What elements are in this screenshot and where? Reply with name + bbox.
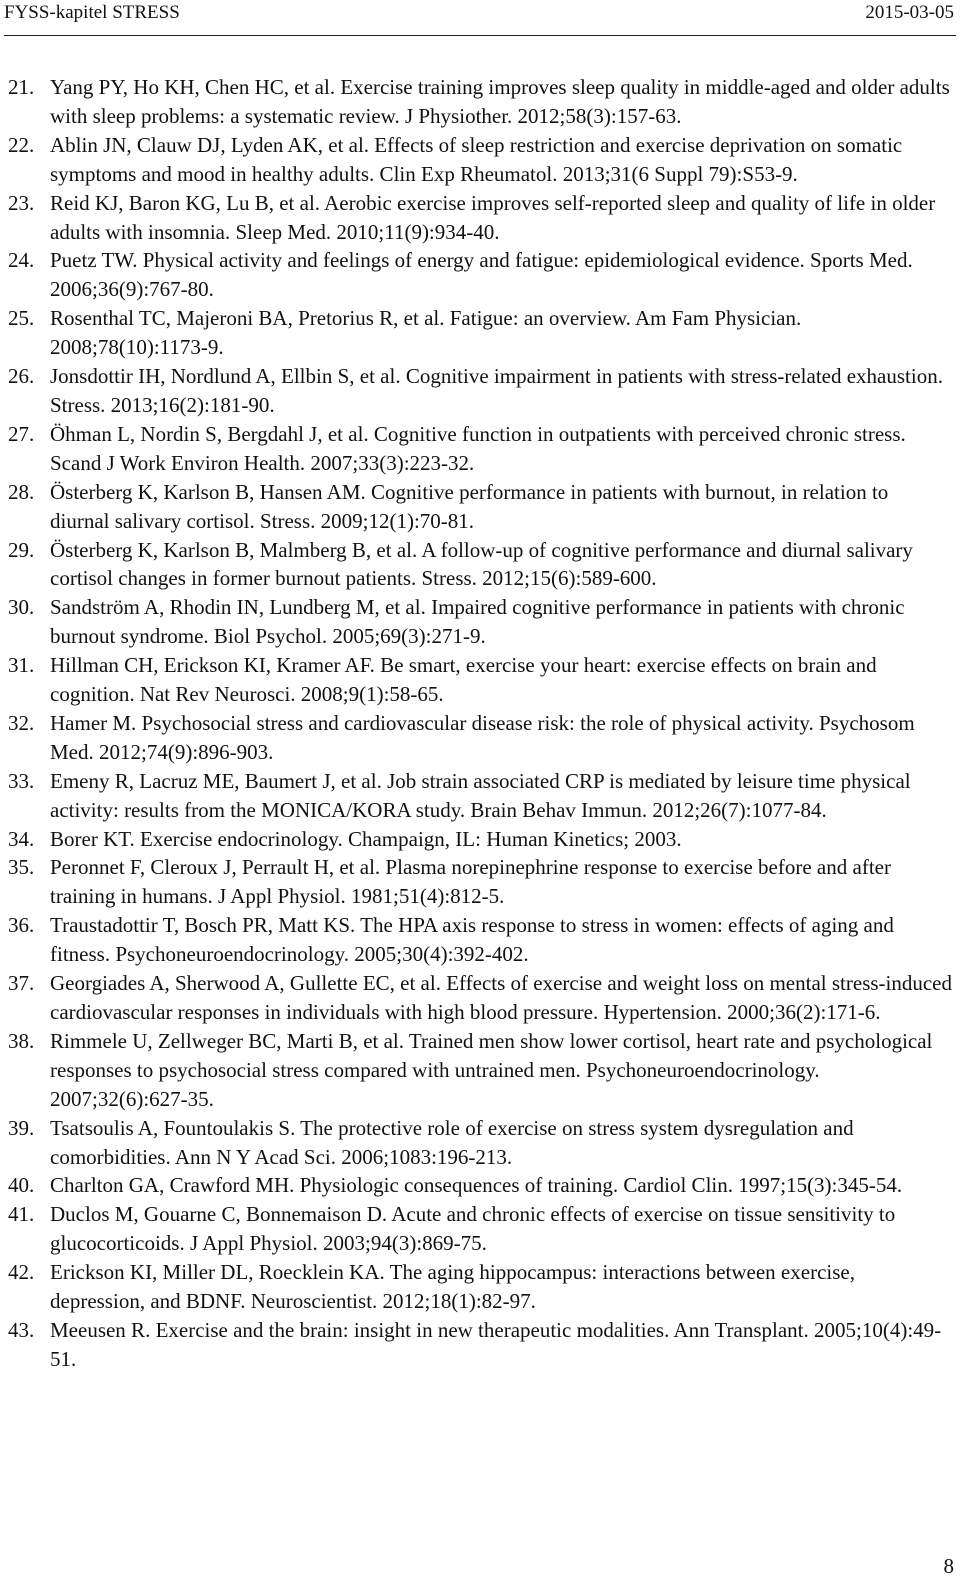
reference-item [8,651,952,709]
reference-number: 24. [8,248,35,273]
header-title: FYSS-kapitel STRESS [4,2,180,23]
reference-number: 40. [8,1173,35,1198]
reference-text: Rosenthal TC, Majeroni BA, Pretorius R, et al. Fatigue: an overview. Am Fam Physician. 2008;78(10):1173-9. [50,306,802,360]
header-date: 2015-03-05 [865,2,954,23]
reference-item [8,536,952,594]
reference-text: Hillman CH, Erickson KI, Kramer AF. Be smart, exercise your heart: exercise effects on brain and cognition. Nat Rev Neurosci. 2008;9(1):58-65. [50,653,877,707]
reference-item [8,478,952,536]
reference-item [8,593,952,651]
reference-item [8,131,952,189]
reference-item [8,73,952,131]
reference-number: 28. [8,479,35,504]
reference-item [8,825,952,854]
reference-number: 31. [8,653,35,678]
reference-text: Hamer M. Psychosocial stress and cardiovascular disease risk: the role of physical activity. Psychosom Med. 2012;74(9):896-903. [50,710,915,764]
page-header [0,0,960,40]
reference-number: 33. [8,768,35,793]
reference-number: 43. [8,1317,35,1342]
reference-number: 21. [8,75,35,99]
reference-number: 22. [8,132,35,157]
reference-number: 23. [8,190,35,215]
reference-number: 42. [8,1260,35,1285]
reference-text: Österberg K, Karlson B, Hansen AM. Cognitive performance in patients with burnout, in relation to diurnal salivary cortisol. Stress. 2009;12(1):70-81. [50,479,889,533]
reference-item [8,709,952,767]
reference-item [8,1114,952,1172]
reference-list [8,73,952,1374]
reference-number: 35. [8,855,35,880]
reference-text: Georgiades A, Sherwood A, Gullette EC, et al. Effects of exercise and weight loss on mental stress-induced cardiovascular responses in individuals with high blood pressure. Hypertension. 2000;36(2):171-6. [50,971,953,1024]
reference-number: 32. [8,710,35,735]
reference-number: 34. [8,826,35,851]
reference-number: 29. [8,537,35,562]
reference-text: Charlton GA, Crawford MH. Physiologic consequences of training. Cardiol Clin. 1997;15(3):345-54. [50,1173,903,1198]
reference-item [8,767,952,825]
reference-item [8,362,952,420]
reference-number: 39. [8,1115,35,1140]
reference-text: Meeusen R. Exercise and the brain: insight in new therapeutic modalities. Ann Transplant. 2005;10(4):49-51. [50,1317,942,1371]
reference-number: 26. [8,364,35,389]
header-divider [4,35,956,36]
reference-item [8,1027,952,1114]
reference-text: Österberg K, Karlson B, Malmberg B, et al. A follow-up of cognitive performance and diurnal salivary cortisol changes in former burnout patients. Stress. 2012;15(6):589-600. [50,537,913,591]
reference-item [8,1258,952,1316]
reference-text: Borer KT. Exercise endocrinology. Champaign, IL: Human Kinetics; 2003. [50,826,682,851]
reference-number: 38. [8,1028,35,1053]
reference-text: Reid KJ, Baron KG, Lu B, et al. Aerobic exercise improves self-reported sleep and quality of life in older adults with insomnia. Sleep Med. 2010;11(9):934-40. [50,190,936,244]
reference-number: 25. [8,306,35,331]
reference-text: Rimmele U, Zellweger BC, Marti B, et al. Trained men show lower cortisol, heart rate and psychological responses to psychosocial stress compared with untrained men. Psychoneuroendocrinology. 2007;32(6):627-35. [50,1028,933,1111]
reference-text: Duclos M, Gouarne C, Bonnemaison D. Acute and chronic effects of exercise on tissue sensitivity to glucocorticoids. J Appl Physiol. 2003;94(3):869-75. [50,1202,896,1256]
reference-number: 36. [8,913,35,938]
reference-text: Peronnet F, Cleroux J, Perrault H, et al. Plasma norepinephrine response to exercise before and after training in humans. J Appl Physiol. 1981;51(4):812-5. [50,855,891,909]
reference-number: 41. [8,1202,35,1227]
reference-text: Yang PY, Ho KH, Chen HC, et al. Exercise training improves sleep quality in middle-aged and older adults with sleep problems: a systematic review. J Physiother. 2012;58(3):157-63. [50,75,950,128]
reference-item [8,1316,952,1374]
reference-number: 27. [8,421,35,446]
reference-item [8,420,952,478]
reference-text: Erickson KI, Miller DL, Roecklein KA. The aging hippocampus: interactions between exercise, depression, and BDNF. Neuroscientist. 2012;18(1):82-97. [50,1260,855,1314]
reference-text: Jonsdottir IH, Nordlund A, Ellbin S, et al. Cognitive impairment in patients with stress-related exhaustion. Stress. 2013;16(2):181-90. [50,364,943,417]
reference-item [8,304,952,362]
reference-number: 37. [8,971,35,996]
reference-text: Traustadottir T, Bosch PR, Matt KS. The HPA axis response to stress in women: effects of aging and fitness. Psychoneuroendocrinology. 2005;30(4):392-402. [50,913,894,967]
reference-item [8,1200,952,1258]
reference-text: Ablin JN, Clauw DJ, Lyden AK, et al. Effects of sleep restriction and exercise deprivation on somatic symptoms and mood in healthy adults. Clin Exp Rheumatol. 2013;31(6 Suppl 79):S53-9. [50,132,903,186]
reference-item [8,189,952,247]
reference-text: Puetz TW. Physical activity and feelings of energy and fatigue: epidemiological evidence. Sports Med. 2006;36(9):767-80. [50,248,913,302]
reference-item [8,969,952,1027]
reference-item [8,246,952,304]
reference-text: Emeny R, Lacruz ME, Baumert J, et al. Job strain associated CRP is mediated by leisure time physical activity: results from the MONICA/KORA study. Brain Behav Immun. 2012;26(7):1077-84. [50,768,911,822]
reference-item [8,1171,952,1200]
reference-text: Öhman L, Nordin S, Bergdahl J, et al. Cognitive function in outpatients with perceived chronic stress. Scand J Work Environ Health. 2007;33(3):223-32. [50,421,906,475]
reference-text: Sandström A, Rhodin IN, Lundberg M, et al. Impaired cognitive performance in patients with chronic burnout syndrome. Biol Psychol. 2005;69(3):271-9. [50,595,905,649]
page-number: 8 [943,1554,954,1578]
reference-text: Tsatsoulis A, Fountoulakis S. The protective role of exercise on stress system dysregulation and comorbidities. Ann N Y Acad Sci. 2006;1083:196-213. [50,1115,854,1169]
reference-item [8,911,952,969]
reference-number: 30. [8,595,35,620]
reference-item [8,853,952,911]
